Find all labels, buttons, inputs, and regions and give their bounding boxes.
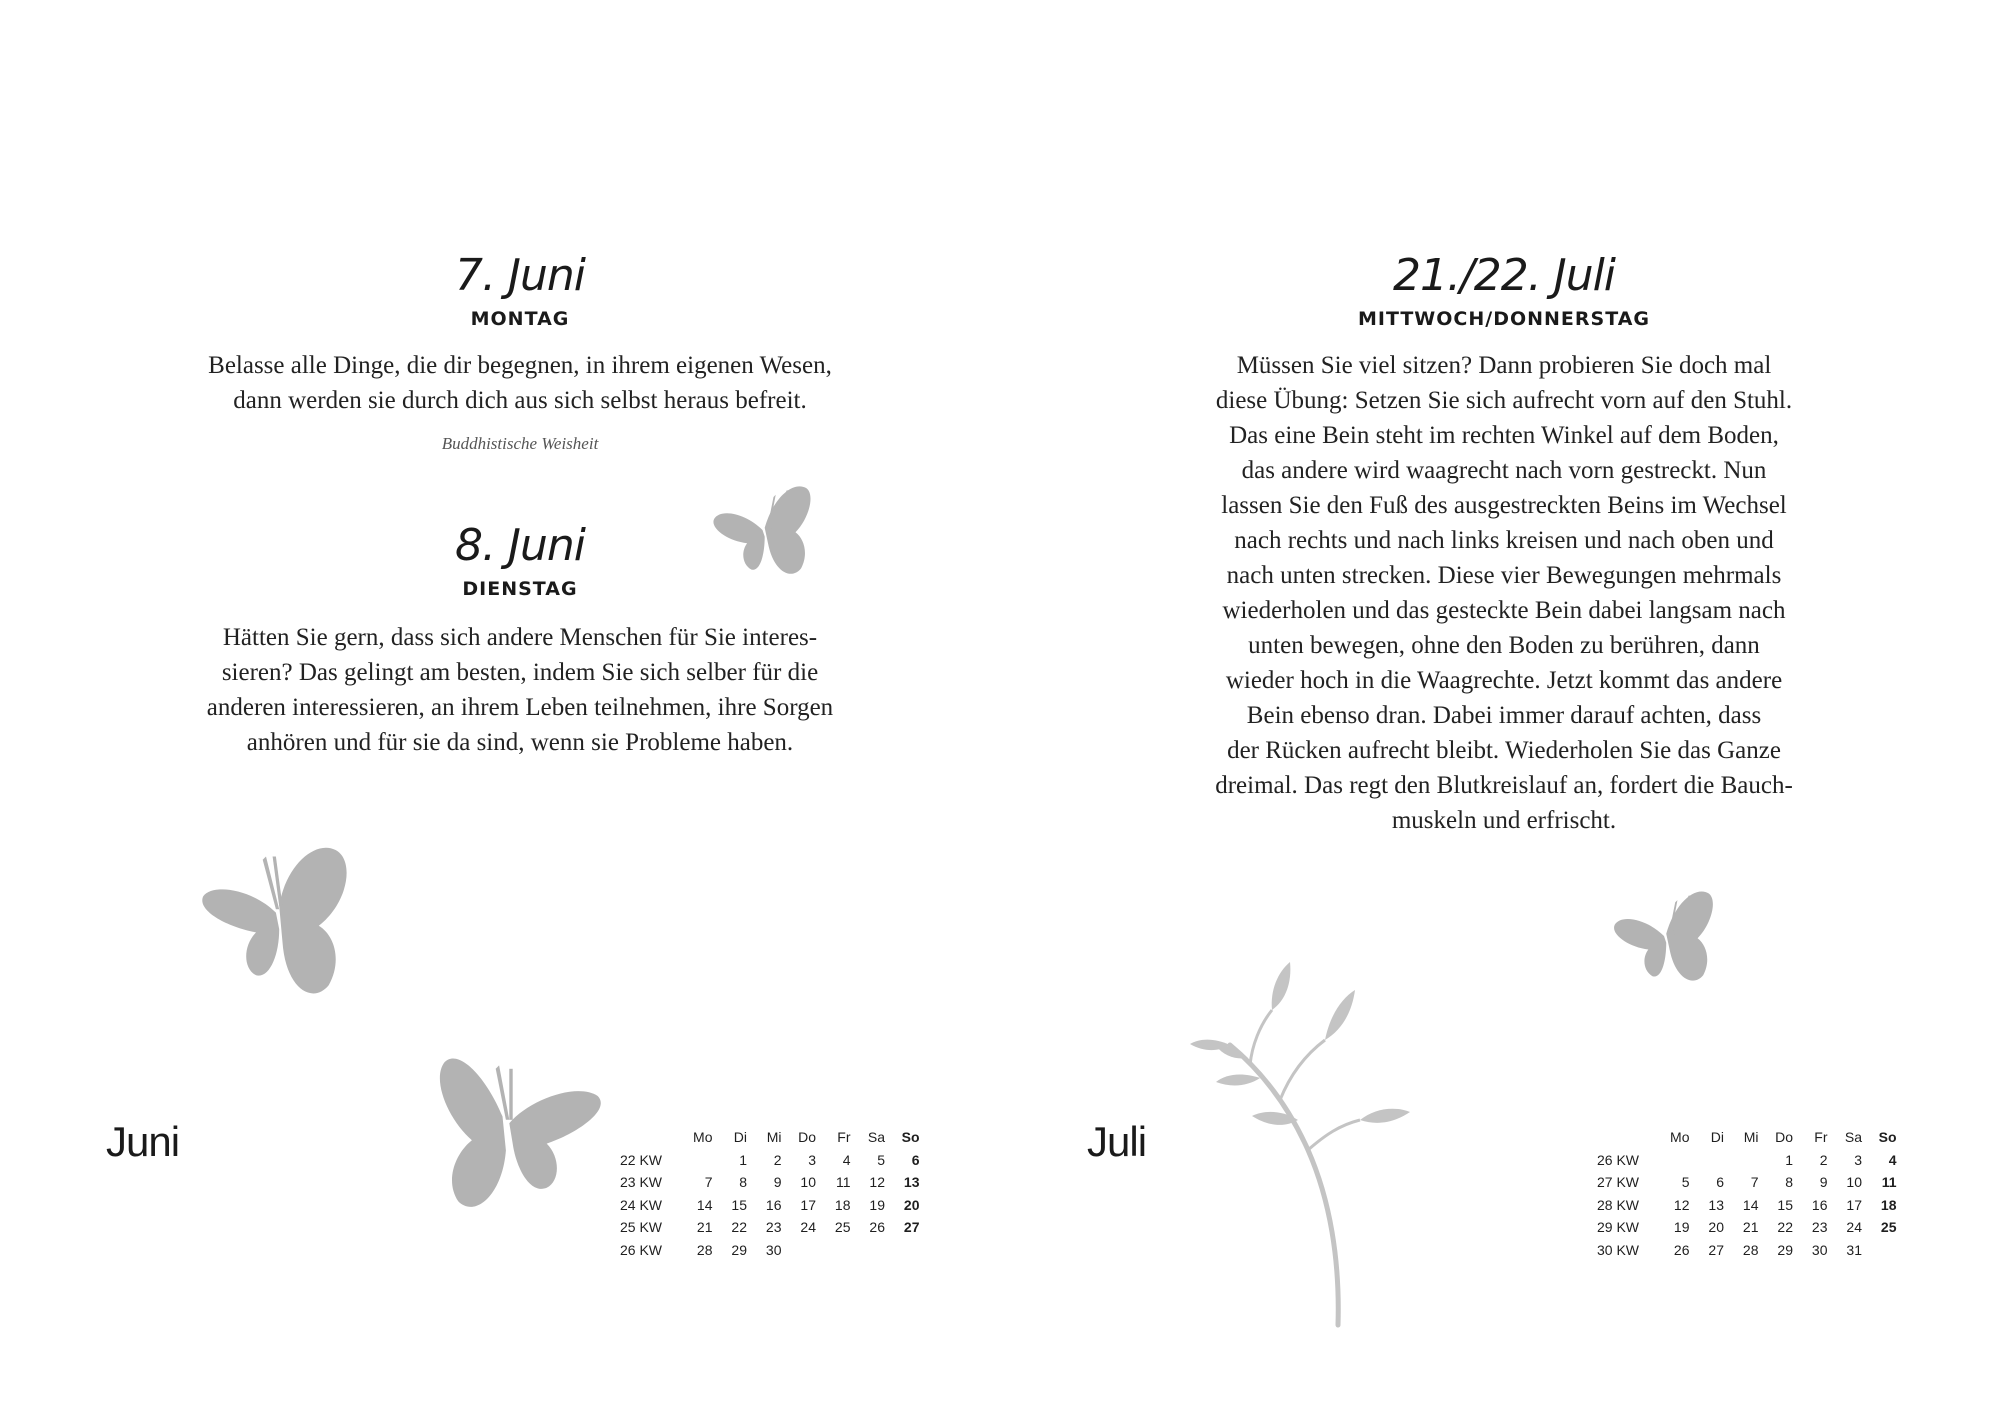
calendar-day: 25 — [1880, 1219, 1897, 1236]
text-line: dann werden sie durch dich aus sich selbst heraus befreit. — [233, 387, 807, 414]
week-number: 25 KW — [620, 1219, 663, 1236]
calendar-day: 12 — [1673, 1196, 1690, 1213]
calendar-juli — [1597, 1126, 1897, 1261]
calendar-day — [678, 1149, 713, 1172]
calendar-row — [1597, 1239, 1897, 1262]
text-line: Hätten Sie gern, dass sich andere Menschen für Sie interes- — [222, 624, 818, 651]
calendar-day: 14 — [1742, 1196, 1759, 1213]
text-line: das andere wird waagrecht nach vorn gestreckt. Nun — [1241, 457, 1767, 484]
calendar-day: 5 — [877, 1151, 885, 1168]
butterfly-icon — [1608, 880, 1720, 992]
calendar-day: 22 — [731, 1219, 747, 1236]
calendar-day: 2 — [1819, 1151, 1828, 1168]
calendar-header: So — [1878, 1129, 1897, 1146]
calendar-day — [1655, 1149, 1690, 1172]
calendar-day: 20 — [903, 1196, 920, 1213]
text-line: muskeln und erfrischt. — [1391, 807, 1617, 834]
calendar-row — [620, 1171, 920, 1194]
text-line: Das eine Bein steht im rechten Winkel auf dem Boden, — [1229, 422, 1779, 449]
calendar-day: 10 — [800, 1174, 816, 1191]
calendar-day: 19 — [869, 1196, 885, 1213]
text-line: diese Übung: Setzen Sie sich aufrecht vorn auf den Stuhl. — [1215, 387, 1793, 414]
calendar-row — [1597, 1149, 1897, 1172]
entry-date-june-8: 8. Juni — [455, 520, 585, 571]
calendar-header: Fr — [1814, 1129, 1828, 1146]
calendar-day: 23 — [1811, 1219, 1828, 1236]
entry-date-july-21-22: 21./22. Juli — [1392, 250, 1616, 301]
week-number: 23 KW — [620, 1174, 663, 1191]
calendar-day: 8 — [739, 1174, 747, 1191]
calendar-header: Mo — [1670, 1129, 1690, 1146]
butterfly-icon — [432, 1045, 607, 1215]
calendar-day: 13 — [903, 1174, 920, 1191]
calendar-day — [1724, 1149, 1759, 1172]
calendar-day: 10 — [1846, 1174, 1862, 1191]
calendar-header: Fr — [837, 1129, 851, 1146]
calendar-day: 28 — [1742, 1241, 1759, 1258]
calendar-juni — [620, 1126, 920, 1261]
week-number: 28 KW — [1597, 1196, 1640, 1213]
calendar-header: Sa — [867, 1129, 885, 1146]
calendar-corner — [620, 1126, 678, 1149]
butterfly-icon — [195, 840, 370, 1005]
entry-weekday-june-8: DIENSTAG — [462, 578, 578, 600]
butterfly-icon — [705, 475, 820, 585]
text-line: Bein ebenso dran. Dabei immer darauf achten, dass — [1246, 702, 1762, 729]
calendar-day — [885, 1239, 920, 1262]
calendar-day: 14 — [696, 1196, 713, 1213]
text-line: lassen Sie den Fuß des ausgestreckten Beins im Wechsel — [1221, 492, 1787, 519]
calendar-day: 27 — [1708, 1241, 1724, 1258]
calendar-day: 4 — [1888, 1151, 1897, 1168]
calendar-day: 29 — [731, 1241, 747, 1258]
calendar-day: 15 — [1777, 1196, 1793, 1213]
calendar-day — [816, 1239, 851, 1262]
calendar-day: 9 — [773, 1174, 782, 1191]
calendar-day: 27 — [903, 1219, 920, 1236]
calendar-day: 6 — [1716, 1174, 1724, 1191]
calendar-day — [851, 1239, 886, 1262]
text-line: nach unten strecken. Diese vier Bewegungen mehrmals — [1226, 562, 1782, 589]
calendar-header: Mi — [766, 1129, 782, 1146]
calendar-day: 17 — [800, 1196, 816, 1213]
text-line: Müssen Sie viel sitzen? Dann probieren Sie doch mal — [1236, 352, 1772, 379]
branch-icon — [1190, 960, 1450, 1330]
calendar-day: 7 — [1750, 1174, 1759, 1191]
quote-source: Buddhistische Weisheit — [441, 434, 599, 453]
text-line: sieren? Das gelingt am besten, indem Sie sich selber für die — [221, 659, 819, 686]
calendar-day: 3 — [808, 1151, 816, 1168]
calendar-day: 2 — [773, 1151, 782, 1168]
calendar-day: 30 — [765, 1241, 782, 1258]
calendar-day: 21 — [696, 1219, 713, 1236]
week-number: 22 KW — [620, 1151, 663, 1168]
week-number: 26 KW — [1597, 1151, 1640, 1168]
calendar-day: 5 — [1681, 1174, 1690, 1191]
calendar-day: 28 — [696, 1241, 713, 1258]
calendar-day: 31 — [1846, 1241, 1862, 1258]
calendar-day: 11 — [835, 1174, 851, 1191]
calendar-corner — [1597, 1126, 1655, 1149]
text-line: unten bewegen, ohne den Boden zu berühren, dann — [1248, 632, 1760, 659]
calendar-day: 16 — [765, 1196, 782, 1213]
text-line: dreimal. Das regt den Blutkreislauf an, fordert die Bauch- — [1215, 772, 1793, 799]
calendar-row — [620, 1194, 920, 1217]
month-title-juli: Juli — [1087, 1118, 1147, 1165]
text-line: Belasse alle Dinge, die dir begegnen, in ihrem eigenen Wesen, — [208, 352, 832, 379]
calendar-day: 20 — [1708, 1219, 1724, 1236]
week-number: 26 KW — [620, 1241, 663, 1258]
text-line: anderen interessieren, an ihrem Leben teilnehmen, ihre Sorgen — [206, 694, 834, 721]
right-page — [1000, 0, 2000, 1414]
calendar-row — [1597, 1194, 1897, 1217]
calendar-day: 3 — [1854, 1151, 1862, 1168]
calendar-day — [1862, 1239, 1897, 1262]
entry-date-june-7: 7. Juni — [455, 250, 585, 301]
calendar-header: Do — [798, 1129, 816, 1146]
calendar-header: Do — [1775, 1129, 1793, 1146]
calendar-day: 26 — [1673, 1241, 1690, 1258]
text-line: wieder hoch in die Waagrechte. Jetzt kommt das andere — [1225, 667, 1783, 694]
calendar-day: 18 — [1880, 1196, 1897, 1213]
text-line: wiederholen und das gesteckte Bein dabei langsam nach — [1222, 597, 1786, 624]
calendar-day: 11 — [1881, 1174, 1897, 1191]
calendar-day: 19 — [1673, 1219, 1690, 1236]
calendar-row — [620, 1149, 920, 1172]
text-line: der Rücken aufrecht bleibt. Wiederholen Sie das Ganze — [1227, 737, 1781, 764]
calendar-day: 26 — [869, 1219, 885, 1236]
entry-text-july-21-22 — [1104, 348, 1904, 838]
calendar-day: 9 — [1819, 1174, 1828, 1191]
calendar-day: 23 — [765, 1219, 782, 1236]
calendar-header: Mi — [1743, 1129, 1759, 1146]
calendar-day: 18 — [834, 1196, 851, 1213]
calendar-day: 25 — [834, 1219, 851, 1236]
calendar-day: 1 — [1785, 1151, 1793, 1168]
text-line: nach rechts und nach links kreisen und nach oben und — [1234, 527, 1774, 554]
calendar-day — [782, 1239, 817, 1262]
calendar-header: So — [901, 1129, 920, 1146]
calendar-day: 24 — [1846, 1219, 1862, 1236]
calendar-day: 21 — [1742, 1219, 1759, 1236]
entry-weekday-june-7: MONTAG — [470, 308, 570, 330]
week-number: 24 KW — [620, 1196, 663, 1213]
calendar-day: 17 — [1846, 1196, 1862, 1213]
calendar-day: 12 — [869, 1174, 885, 1191]
month-title-juni: Juni — [106, 1118, 180, 1165]
calendar-header: Di — [1710, 1129, 1724, 1146]
week-number: 29 KW — [1597, 1219, 1640, 1236]
calendar-day: 1 — [739, 1151, 747, 1168]
text-line: anhören und für sie da sind, wenn sie Probleme haben. — [246, 729, 794, 756]
calendar-row — [620, 1239, 920, 1262]
week-number: 27 KW — [1597, 1174, 1640, 1191]
calendar-row — [1597, 1216, 1897, 1239]
entry-text-june-7 — [120, 348, 920, 418]
calendar-day: 30 — [1811, 1241, 1828, 1258]
calendar-day: 6 — [911, 1151, 920, 1168]
calendar-day — [1690, 1149, 1725, 1172]
calendar-day: 4 — [842, 1151, 851, 1168]
calendar-day: 29 — [1777, 1241, 1793, 1258]
calendar-day: 13 — [1708, 1196, 1724, 1213]
entry-text-june-8 — [120, 620, 920, 760]
calendar-row — [620, 1216, 920, 1239]
calendar-header: Di — [733, 1129, 747, 1146]
calendar-day: 8 — [1785, 1174, 1793, 1191]
calendar-header: Sa — [1844, 1129, 1862, 1146]
calendar-day: 22 — [1777, 1219, 1793, 1236]
calendar-row — [1597, 1171, 1897, 1194]
calendar-day: 15 — [731, 1196, 747, 1213]
calendar-day: 7 — [704, 1174, 713, 1191]
entry-weekday-july-21-22: MITTWOCH/DONNERSTAG — [1357, 308, 1651, 330]
calendar-day: 16 — [1811, 1196, 1828, 1213]
week-number: 30 KW — [1597, 1241, 1640, 1258]
calendar-header: Mo — [693, 1129, 713, 1146]
calendar-day: 24 — [800, 1219, 816, 1236]
